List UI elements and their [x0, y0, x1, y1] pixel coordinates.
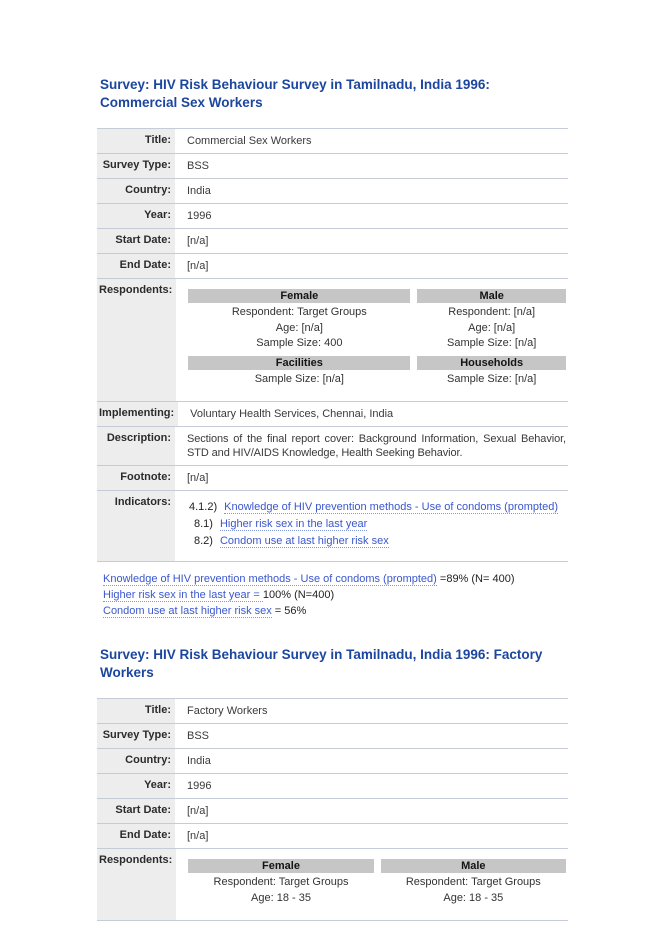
row-country [97, 748, 568, 773]
survey-type-value: BSS [187, 730, 210, 742]
female-age: Age: [n/a] [275, 321, 323, 334]
year-label: Year: [97, 774, 175, 798]
row-start-date [97, 228, 568, 253]
survey2-heading: Survey: HIV Risk Behaviour Survey in Tamilnadu, India 1996: Factory Workers [100, 647, 543, 680]
female-sample-size: Sample Size: 400 [256, 337, 343, 349]
footnote-value: [n/a] [187, 472, 209, 484]
end-date-label: End Date: [97, 824, 175, 848]
indicator-item [189, 516, 566, 533]
result-link-higher-risk-sex[interactable]: Higher risk sex in the last year = [103, 589, 263, 601]
indicator-link-higher-risk-sex[interactable]: Higher risk sex in the last year [219, 518, 368, 530]
respondents-label: Respondents: [97, 279, 176, 401]
title-value: Commercial Sex Workers [187, 135, 312, 147]
title-label: Title: [97, 699, 175, 723]
row-indicators [97, 490, 568, 561]
end-date-value: [n/a] [187, 830, 209, 842]
year-label: Year: [97, 204, 175, 228]
male-sample-size: Sample Size: [n/a] [447, 337, 537, 349]
start-date-value: [n/a] [187, 235, 209, 247]
survey-type-value: BSS [187, 160, 210, 172]
country-value: India [187, 185, 211, 197]
year-value: 1996 [187, 780, 212, 792]
female-respondent: Respondent: Target Groups [231, 306, 367, 318]
title-label: Title: [97, 129, 175, 153]
result-link-condom-use[interactable]: Condom use at last higher risk sex [103, 605, 272, 617]
indicator-number: 8.2) [194, 535, 213, 547]
row-year [97, 203, 568, 228]
description-value: Sections of the final report cover: Background Information, Sexual Behavior, STD and HIV/AIDS Knowledge, Health Seeking Behavior. [187, 433, 566, 459]
row-respondents [97, 848, 568, 920]
respondents-female-column [188, 855, 373, 906]
respondents-male-column [381, 855, 566, 906]
start-date-label: Start Date: [97, 799, 175, 823]
female-age: Age: 18 - 35 [251, 891, 311, 904]
row-survey-type [97, 153, 568, 178]
title-value: Factory Workers [187, 705, 268, 717]
male-respondent: Respondent: Target Groups [405, 876, 541, 888]
facilities-sample-size: Sample Size: [n/a] [254, 372, 344, 385]
survey-section-commercial-sex-workers [97, 76, 568, 619]
row-respondents [97, 278, 568, 401]
result-value: =89% (N= 400) [436, 573, 515, 585]
row-end-date [97, 253, 568, 278]
respondents-male-column [417, 285, 566, 387]
footnote-label: Footnote: [97, 466, 175, 490]
indicator-link-condom-use[interactable]: Condom use at last higher risk sex [219, 535, 389, 547]
end-date-label: End Date: [97, 254, 175, 278]
respondents-label: Respondents: [97, 849, 176, 920]
female-header-bar: Female [188, 859, 373, 873]
start-date-value: [n/a] [187, 805, 209, 817]
row-implementing [97, 401, 568, 426]
end-date-value: [n/a] [187, 260, 209, 272]
result-link-condom-knowledge[interactable]: Knowledge of HIV prevention methods - Use of condoms (prompted) [103, 573, 437, 585]
year-value: 1996 [187, 210, 212, 222]
facilities-header-bar: Facilities [188, 356, 410, 370]
survey1-details-table [97, 128, 568, 562]
implementing-label: Implementing: [97, 402, 178, 426]
male-header-bar: Male [381, 859, 566, 873]
result-value: = 56% [271, 605, 307, 617]
indicator-link-condom-knowledge[interactable]: Knowledge of HIV prevention methods - Use of condoms (prompted) [224, 501, 558, 513]
row-footnote [97, 465, 568, 490]
row-survey-type [97, 723, 568, 748]
result-item [103, 587, 568, 603]
survey-type-label: Survey Type: [97, 154, 175, 178]
households-header-bar: Households [417, 356, 566, 370]
start-date-label: Start Date: [97, 229, 175, 253]
survey-type-label: Survey Type: [97, 724, 175, 748]
indicators-label: Indicators: [97, 491, 175, 561]
indicator-number: 4.1.2) [189, 501, 218, 513]
respondents-value [181, 849, 568, 920]
male-age: Age: 18 - 35 [443, 891, 504, 904]
survey1-heading: Survey: HIV Risk Behaviour Survey in Tamilnadu, India 1996: Commercial Sex Workers [100, 77, 490, 110]
survey-section-factory-workers [97, 646, 568, 921]
description-label: Description: [97, 427, 175, 465]
row-title [97, 128, 568, 153]
country-label: Country: [97, 179, 175, 203]
households-sample-size: Sample Size: [n/a] [447, 372, 537, 385]
country-label: Country: [97, 749, 175, 773]
country-value: India [187, 755, 211, 767]
female-header-bar: Female [188, 289, 410, 303]
indicators-value [180, 491, 568, 561]
implementing-value: Voluntary Health Services, Chennai, India [190, 408, 394, 420]
respondents-table [188, 854, 566, 915]
row-title [97, 698, 568, 723]
male-age: Age: [n/a] [468, 321, 516, 334]
respondents-value [181, 279, 568, 401]
indicator-item [189, 499, 566, 516]
survey1-indicator-results [97, 571, 568, 619]
row-year [97, 773, 568, 798]
indicator-number: 8.1) [194, 518, 213, 530]
row-description [97, 426, 568, 465]
survey2-details-table [97, 698, 568, 921]
result-item [103, 603, 568, 619]
result-value: 100% (N=400) [262, 589, 335, 601]
female-respondent: Respondent: Target Groups [213, 876, 349, 888]
respondents-female-column [188, 285, 410, 387]
indicators-list [187, 496, 566, 556]
indicator-item [189, 533, 566, 550]
page-content [97, 0, 568, 921]
row-country [97, 178, 568, 203]
respondents-table [188, 284, 566, 396]
row-start-date [97, 798, 568, 823]
row-end-date [97, 823, 568, 848]
result-item [103, 571, 568, 587]
male-respondent: Respondent: [n/a] [448, 306, 536, 318]
male-header-bar: Male [417, 289, 566, 303]
